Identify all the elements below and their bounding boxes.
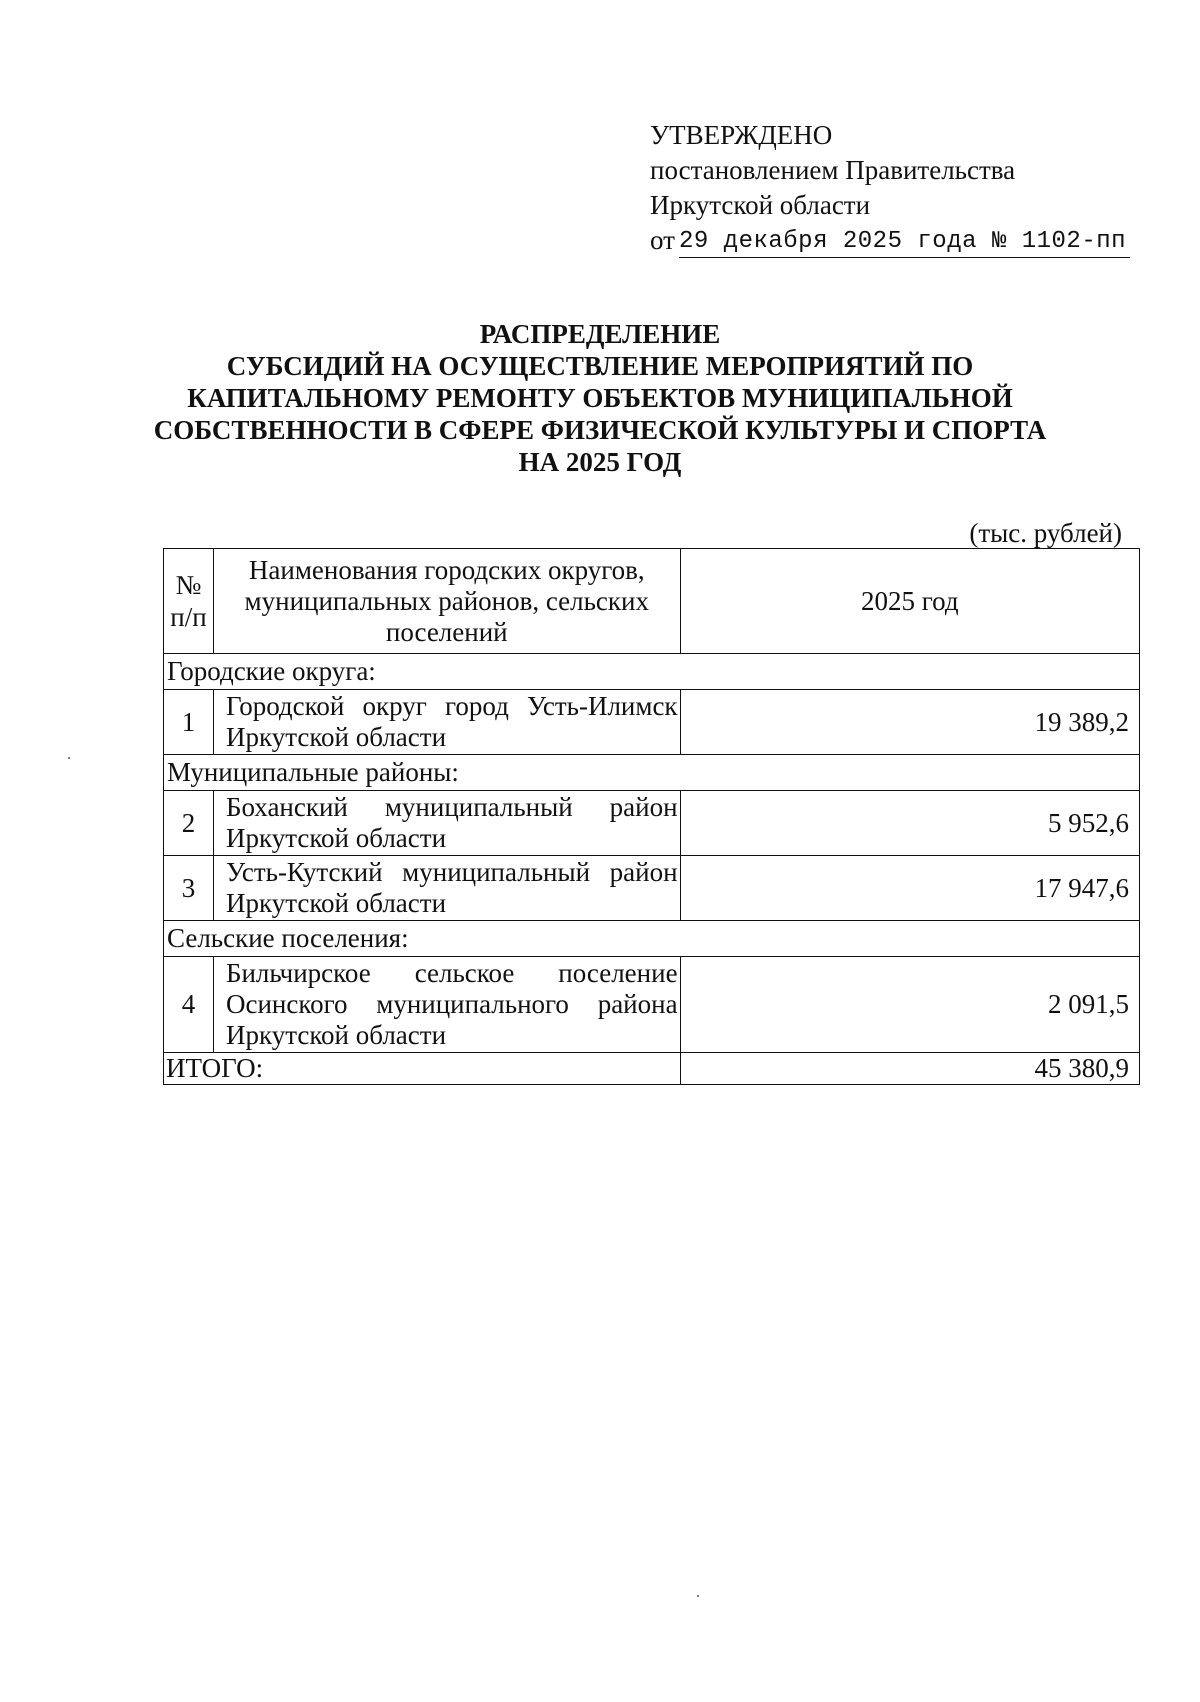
row-name: Городской округ город Усть-Илимск Иркутской области [213, 690, 680, 755]
group-row [164, 654, 1140, 690]
row-number: 1 [164, 690, 214, 755]
title-line-2: СУБСИДИЙ НА ОСУЩЕСТВЛЕНИЕ МЕРОПРИЯТИЙ ПО [226, 351, 974, 381]
approval-date-prefix: от [650, 225, 675, 255]
row-name: Усть-Кутский муниципальный район Иркутской области [213, 856, 680, 921]
approval-line-1: постановлением Правительства [650, 155, 1016, 185]
title-line-5: НА 2025 ГОД [518, 447, 682, 477]
approval-line-2: Иркутской области [650, 190, 871, 220]
scan-speck [697, 1595, 699, 1597]
header-number-symbol: № [175, 570, 202, 600]
row-name: Бильчирское сельское поселение Осинского муниципального района Иркутской области [213, 957, 680, 1053]
header-year: 2025 год [680, 549, 1139, 654]
table-row [164, 856, 1140, 921]
row-value: 17 947,6 [680, 856, 1139, 921]
document-title [150, 318, 1050, 478]
table-row [164, 690, 1140, 755]
group-title: Сельские поселения: [164, 921, 1140, 957]
approval-label: УТВЕРЖДЕНО [650, 120, 833, 150]
row-number: 3 [164, 856, 214, 921]
total-value: 45 380,9 [680, 1053, 1139, 1085]
row-number: 4 [164, 957, 214, 1053]
group-title: Городские округа: [164, 654, 1140, 690]
header-number [164, 549, 214, 654]
title-line-3: КАПИТАЛЬНОМУ РЕМОНТУ ОБЪЕКТОВ МУНИЦИПАЛЬНОЙ [187, 383, 1013, 413]
header-name: Наименования городских округов, муниципальных районов, сельских поселений [213, 549, 680, 654]
table-row [164, 791, 1140, 856]
group-title: Муниципальные районы: [164, 755, 1140, 791]
units-label: (тыс. рублей) [969, 518, 1122, 548]
row-value: 2 091,5 [680, 957, 1139, 1053]
scan-speck [68, 757, 70, 759]
title-line-1: РАСПРЕДЕЛЕНИЕ [479, 319, 721, 349]
approval-date-value: 29 декабря 2025 года № 1102-пп [679, 227, 1130, 258]
table-row [164, 957, 1140, 1053]
group-row [164, 921, 1140, 957]
table-body [164, 549, 1140, 1085]
row-name: Боханский муниципальный район Иркутской области [213, 791, 680, 856]
approval-date-row [650, 223, 1130, 258]
group-row [164, 755, 1140, 791]
row-value: 19 389,2 [680, 690, 1139, 755]
title-line-4: СОБСТВЕННОСТИ В СФЕРЕ ФИЗИЧЕСКОЙ КУЛЬТУРЫ И СПОРТА [153, 415, 1047, 445]
table-header-row [164, 549, 1140, 654]
distribution-table [163, 548, 1140, 1085]
header-number-abbr: п/п [170, 602, 207, 632]
total-row [164, 1053, 1140, 1085]
row-number: 2 [164, 791, 214, 856]
row-value: 5 952,6 [680, 791, 1139, 856]
total-label: ИТОГО: [164, 1053, 681, 1085]
approval-block [650, 118, 1130, 258]
